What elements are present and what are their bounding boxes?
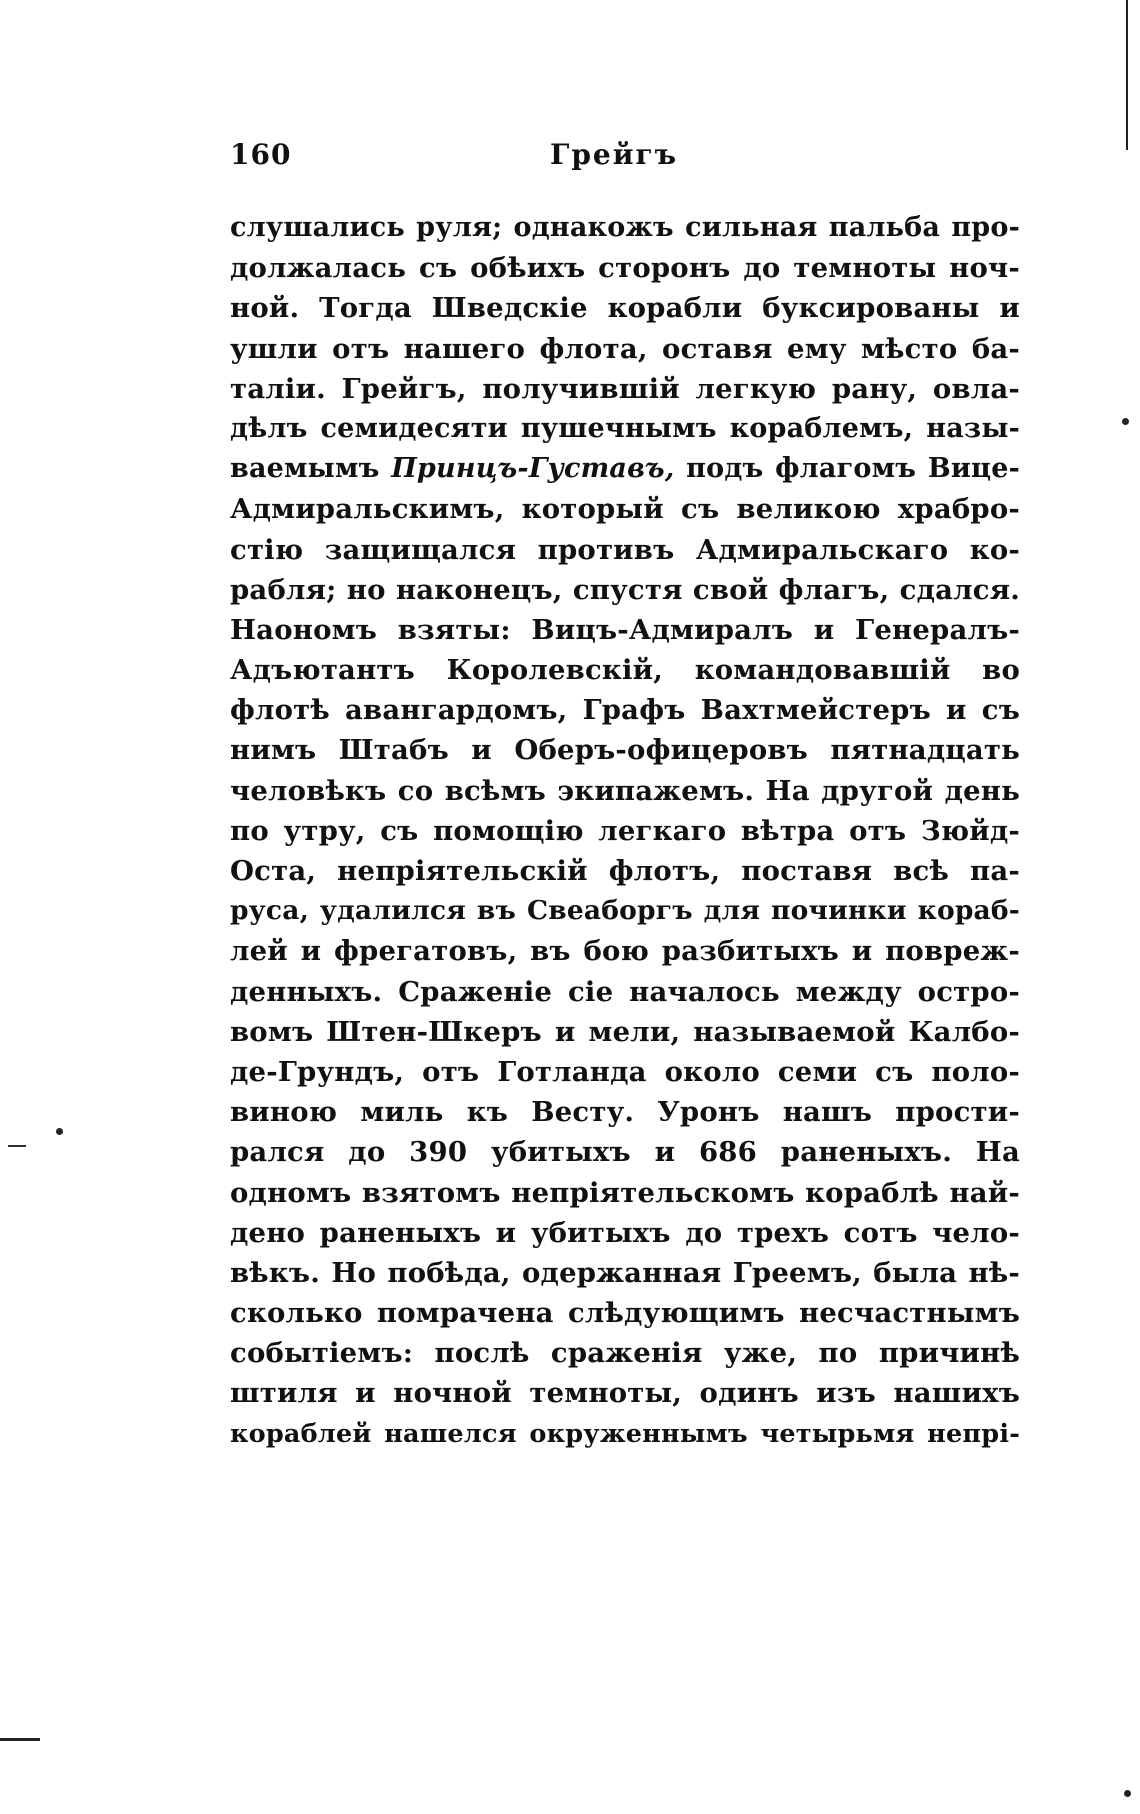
text-line: рался до 390 убитыхъ и 686 раненыхъ. На [230,1136,1020,1169]
text-line: дѣлъ семидесяти пушечнымъ кораблемъ, назы- [230,412,1020,444]
text-line: виною миль къ Весту. Уронъ нашъ прости- [230,1096,1020,1129]
text-line: должалась съ обѣихъ сторонъ до темноты ноч- [230,252,1020,285]
text-line: стію защищался противъ Адмиральскаго ко- [230,533,1020,566]
text-line: руса, удалился въ Свеаборгъ для починки кораб- [230,895,1020,927]
running-head [230,138,1020,178]
text-line: одномъ взятомъ непріятельскомъ кораблѣ най- [230,1176,1020,1209]
scan-edge-line [1126,0,1128,150]
text-line: вѣкъ. Но побѣда, одержанная Греемъ, была нѣ- [230,1256,1020,1289]
text-line: лей и фрегатовъ, въ бою разбитыхъ и повреж- [230,935,1020,968]
text-line: денныхъ. Сраженіе сіе началось между остро- [230,975,1020,1008]
text-line: кораблей нашелся окруженнымъ четырьмя непрі- [230,1418,1020,1449]
scan-mark [8,1145,26,1147]
body-text [230,208,1020,1454]
text-line: ушли отъ нашего флота, оставя ему мѣсто ба- [230,332,1020,365]
text-line: Адъютантъ Королевскій, командовавшій во [230,654,1020,687]
text-line: событіемъ: послѣ сраженія уже, по причинѣ [230,1337,1020,1370]
text-line: человѣкъ со всѣмъ экипажемъ. На другой день [230,774,1020,807]
text-line: Оста, непріятельскій флотъ, поставя всѣ па- [230,855,1020,887]
text-line: дено раненыхъ и убитыхъ до трехъ сотъ чело- [230,1216,1020,1249]
text-line: Адмиральскимъ, который съ великою храбро- [230,493,1020,526]
text-line: де-Грундъ, отъ Готланда около семи съ поло- [230,1055,1020,1088]
text-line: слушались руля; однакожъ сильная пальба про- [230,212,1020,243]
text-line: флотѣ авангардомъ, Графъ Вахтмейстеръ и съ [230,694,1020,727]
text-line: сколько помрачена слѣдующимъ несчастнымъ [230,1297,1020,1330]
text-line: по утру, съ помощію легкаго вѣтра отъ Зюйд- [230,814,1020,847]
text-line: таліи. Грейгъ, получившій легкую рану, овла- [230,372,1020,405]
text-line: нимъ Штабъ и Оберъ-офицеровъ пятнадцать [230,734,1020,767]
scan-mark [0,1738,40,1741]
text-line: ной. Тогда Шведскіе корабли буксированы и [230,292,1020,325]
text-line: штиля и ночной темноты, одинъ изъ нашихъ [230,1377,1020,1410]
page-number: 160 [230,138,292,171]
scan-speck [1124,1790,1131,1797]
text-line: вомъ Штен-Шкеръ и мели, называемой Калбо- [230,1015,1020,1048]
text-line: рабля; но наконецъ, спустя свой флагъ, сдался. [230,573,1020,606]
running-title: Грейгъ [550,138,679,171]
scan-speck [1122,418,1129,425]
scan-speck [56,1128,63,1135]
text-line: Наономъ взяты: Вицъ-Адмиралъ и Генералъ- [230,613,1020,646]
ship-name: Принцъ-Густавъ, [391,453,675,485]
text-line: ваемымъ Принцъ-Густавъ, подъ флагомъ Вице- [230,453,1020,485]
